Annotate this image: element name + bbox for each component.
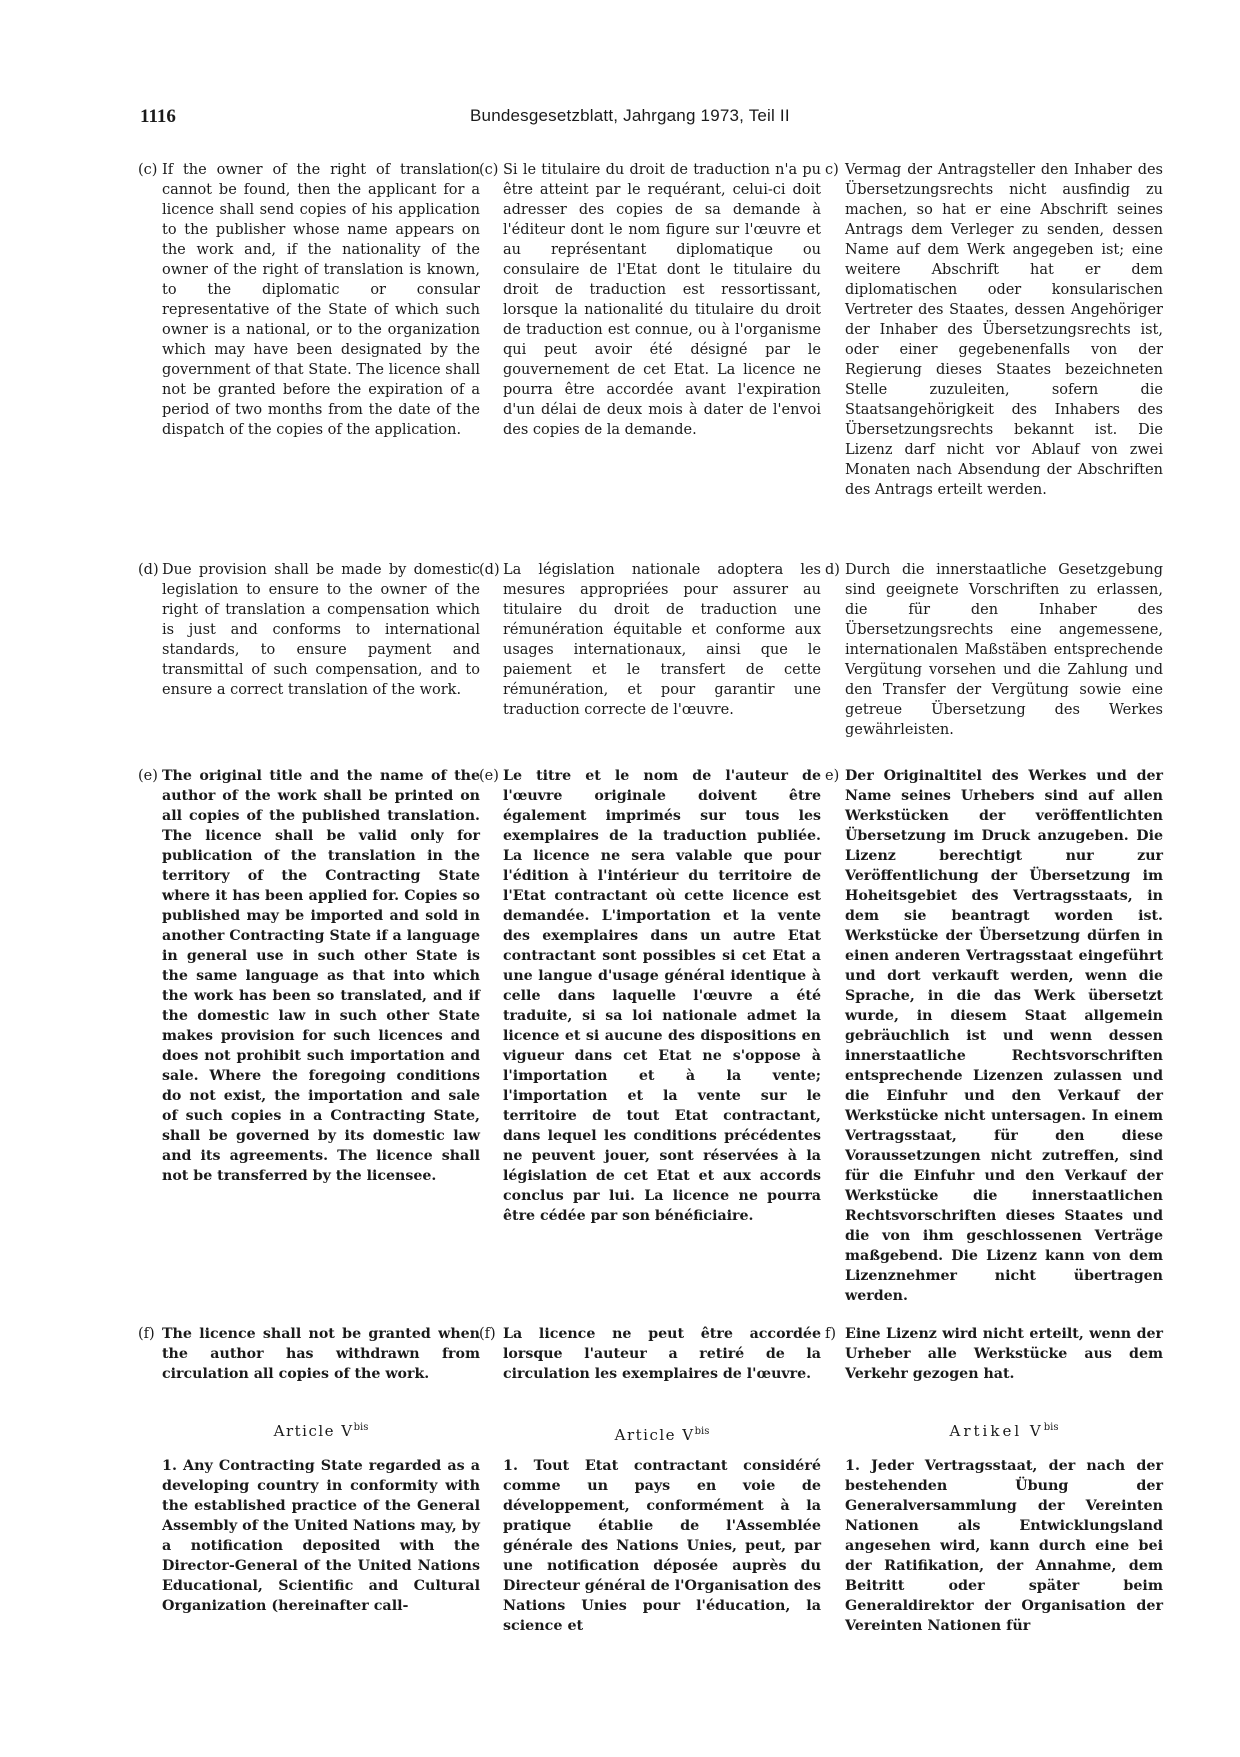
paragraph-text: Der Originaltitel des Werkes und der Name seines Urhebers sind auf allen Werkstücken der veröffentlichten Übersetzung im Druck anzugeben. Die Lizenz berechtigt nur zur Veröffentlichung der Übersetzung im Hoheitsgebiet des Vertragsstaats, in dem sie beantragt worden ist. Werkstücke der Übersetzung dürfen in einen anderen Vertragsstaat eingeführt und dort verkauft werden, wenn die Sprache, in die das Werk übersetzt wurde, in diesem Staat allgemein gebräuchlich ist und wenn dessen innerstaatliche Rechtsvorschriften entsprechende Lizenzen zulassen und die Einfuhr und den Verkauf der Werkstücke nicht untersagen. In einem Vertragsstaat, für den diese Voraussetzungen nicht zutreffen, sind für die Einfuhr und den Verkauf der Werkstücke die innerstaatlichen Rechtsvorschriften dieses Staates und die von ihm geschlossenen Verträge maßgebend. Die Lizenz kann von dem Lizenznehmer nicht übertragen werden.	[845, 768, 1163, 1304]
paragraph-text: Si le titulaire du droit de traduction n'a pu être atteint par le requérant, celui-ci doit adresser des copies de sa demande à l'éditeur dont le nom figure sur l'œuvre et au représentant diplomatique ou consulaire de l'Etat dont le titulaire du droit de traduction est ressortissant, lorsque la nationalité du titulaire du droit de traduction est connue, ou à l'organisme qui peut avoir été désigné par le gouvernement de cet Etat. La licence ne pourra être accordée avant l'expiration d'un délai de deux mois à dater de l'envoi des copies de la demande.	[503, 162, 821, 438]
paragraph-text: Le titre et le nom de l'auteur de l'œuvre originale doivent être également imprimés sur tous les exemplaires de la traduction publiée. La licence ne sera valable que pour l'édition à l'intérieur du territoire de l'Etat contractant où cette licence est demandée. L'importation et la vente des exemplaires dans un autre Etat contractant sont possibles si cet Etat a une langue d'usage général identique à celle dans laquelle l'œuvre a été traduite, si sa loi nationale admet la licence et si aucune des dispositions en vigueur dans cet Etat ne s'oppose à l'importation et à la vente; l'importation et la vente sur le territoire de tout Etat contractant, dans lequel les conditions précédentes ne peuvent jouer, sont réservées à la législation de cet Etat et aux accords conclus par lui. La licence ne pourra être cédée par son bénéficiaire.	[503, 768, 821, 1224]
paragraph-text: 1. Tout Etat contractant considéré comme un pays en voie de développement, conformément à la pratique établie de l'Assemblée générale des Nations Unies, peut, par une notification déposée auprès du Directeur général de l'Organisation des Nations Unies pour l'éducation, la science et	[503, 1458, 821, 1634]
paragraph-label: e)	[825, 768, 840, 784]
paragraph-label: f)	[825, 1326, 837, 1342]
paragraph-d	[138, 560, 480, 700]
paragraph-e	[825, 766, 1163, 1306]
paragraph-label: (e)	[138, 768, 158, 784]
page-number: 1116	[140, 106, 176, 127]
paragraph-text: Vermag der Antragsteller den Inhaber des Übersetzungsrechts nicht ausfindig zu machen, so hat er eine Abschrift seines Antrags dem Verleger zu senden, dessen Name auf dem Werk angegeben ist; eine weitere Abschrift hat er dem diplomatischen oder konsularischen Vertreter des Staates, dessen Angehöriger der Inhaber des Übersetzungsrechts ist, oder einer gegebenenfalls von der Regierung dieses Staates bezeichneten Stelle zuzuleiten, sofern die Staatsangehörigkeit des Inhabers des Übersetzungsrechts bekannt ist. Die Lizenz darf nicht vor Ablauf von zwei Monaten nach Absendung der Abschriften des Antrags erteilt werden.	[845, 162, 1163, 498]
paragraph-e	[138, 766, 480, 1186]
running-title: Bundesgesetzblatt, Jahrgang 1973, Teil II	[470, 106, 790, 125]
article-heading	[503, 1426, 821, 1444]
paragraph-label: (d)	[479, 562, 500, 578]
article-superscript: bis	[1043, 1422, 1059, 1433]
paragraph-text: Eine Lizenz wird nicht erteilt, wenn der Urheber alle Werkstücke aus dem Verkehr gezogen hat.	[845, 1326, 1163, 1382]
paragraph-label: d)	[825, 562, 840, 578]
paragraph-c	[138, 160, 480, 440]
paragraph-e	[479, 766, 821, 1226]
article-title: Article V	[614, 1426, 695, 1444]
article-heading	[162, 1422, 480, 1440]
paragraph-label: (f)	[138, 1326, 155, 1342]
paragraph-label: (d)	[138, 562, 159, 578]
paragraph-f	[479, 1324, 821, 1384]
article-heading	[845, 1422, 1163, 1440]
article-superscript: bis	[353, 1422, 369, 1433]
paragraph-d	[825, 560, 1163, 740]
paragraph-label: c)	[825, 162, 839, 178]
paragraph-text: La législation nationale adoptera les mesures appropriées pour assurer au titulaire du droit de traduction une rémunération équitable et conforme aux usages internationaux, ainsi que le paiement et le transfert de cette rémunération, et pour garantir une traduction correcte de l'œuvre.	[503, 562, 821, 718]
article-title: Artikel V	[949, 1422, 1044, 1440]
paragraph-text: Durch die innerstaatliche Gesetzgebung sind geeignete Vorschriften zu erlassen, die für den Inhaber des Übersetzungsrechts eine angemessene, internationalen Maßstäben entsprechende Vergütung vorsehen und die Zahlung und den Transfer der Vergütung sowie eine getreue Übersetzung des Werkes gewährleisten.	[845, 562, 1163, 738]
paragraph-text: If the owner of the right of translation cannot be found, then the applicant for a licence shall send copies of his application to the publisher whose name appears on the work and, if the nationality of the owner of the right of translation is known, to the diplomatic or consular representative of the State of which such owner is a national, or to the organization which may have been designated by the government of that State. The licence shall not be granted before the expiration of a period of two months from the date of the dispatch of the copies of the application.	[162, 162, 480, 438]
paragraph-label: (c)	[138, 162, 158, 178]
paragraph-text: Due provision shall be made by domestic legislation to ensure to the owner of the right of translation a compensation which is just and conforms to international standards, to ensure payment and transmittal of such compensation, and to ensure a correct translation of the work.	[162, 562, 480, 698]
paragraph-f	[138, 1324, 480, 1384]
paragraph-d	[479, 560, 821, 720]
paragraph-text: 1. Jeder Vertragsstaat, der nach der bestehenden Übung der Generalversammlung der Vereinten Nationen als Entwicklungsland angesehen wird, kann durch eine bei der Ratifikation, der Annahme, dem Beitritt oder später beim Generaldirektor der Organisation der Vereinten Nationen für	[845, 1458, 1163, 1634]
article-superscript: bis	[694, 1426, 710, 1437]
paragraph-label: (e)	[479, 768, 499, 784]
article-title: Article V	[273, 1422, 354, 1440]
article-paragraph-1	[162, 1456, 480, 1616]
paragraph-text: La licence ne peut être accordée lorsque l'auteur a retiré de la circulation les exemplaires de l'œuvre.	[503, 1326, 821, 1382]
paragraph-label: (f)	[479, 1326, 496, 1342]
paragraph-c	[479, 160, 821, 440]
paragraph-c	[825, 160, 1163, 500]
article-paragraph-1	[845, 1456, 1163, 1636]
paragraph-text: The original title and the name of the author of the work shall be printed on all copies of the published translation. The licence shall be valid only for publication of the translation in the territory of the Contracting State where it has been applied for. Copies so published may be imported and sold in another Contracting State if a language in general use in such other State is the same language as that into which the work has been so translated, and if the domestic law in such other State makes provision for such licences and does not prohibit such importation and sale. Where the foregoing conditions do not exist, the importation and sale of such copies in a Contracting State, shall be governed by its domestic law and its agreements. The licence shall not be transferred by the licensee.	[162, 768, 480, 1184]
paragraph-text: The licence shall not be granted when the author has withdrawn from circulation all copies of the work.	[162, 1326, 480, 1382]
paragraph-f	[825, 1324, 1163, 1384]
page-header	[0, 106, 1240, 134]
article-paragraph-1	[503, 1456, 821, 1636]
paragraph-text: 1. Any Contracting State regarded as a developing country in conformity with the established practice of the General Assembly of the United Nations may, by a notification deposited with the Director-General of the United Nations Educational, Scientific and Cultural Organization (hereinafter call-	[162, 1458, 480, 1614]
paragraph-label: (c)	[479, 162, 499, 178]
